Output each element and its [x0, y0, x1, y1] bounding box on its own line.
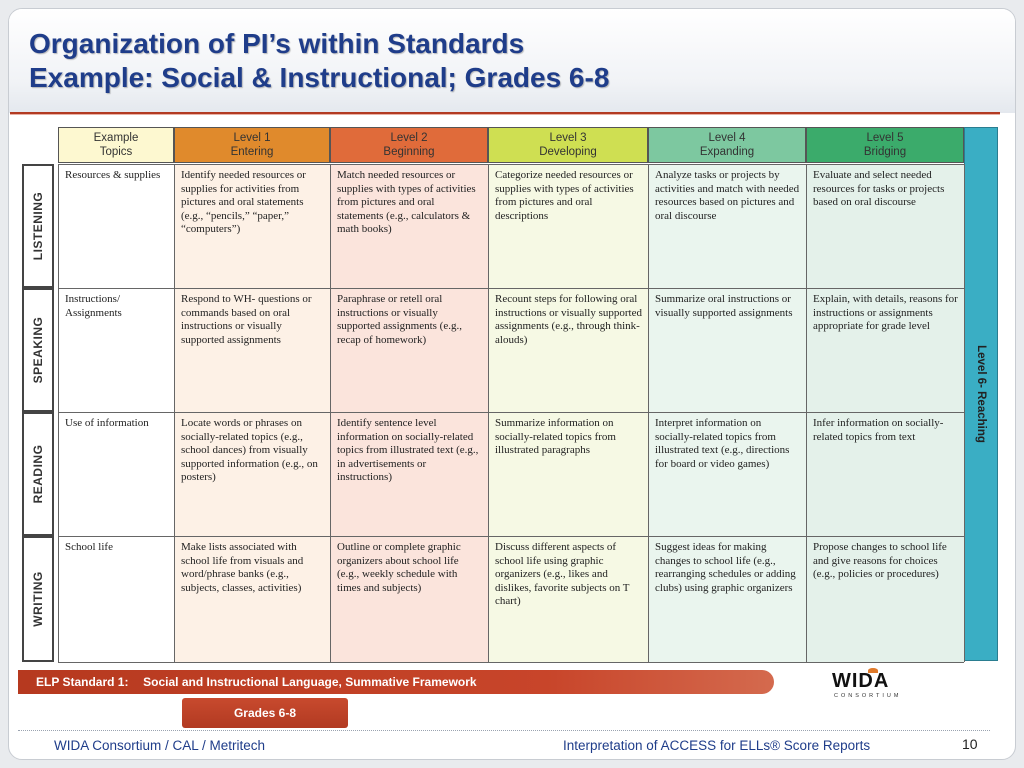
grid-line	[58, 288, 964, 289]
header-line: Level 1	[233, 132, 271, 144]
grid-line	[488, 164, 489, 662]
framework-table	[16, 118, 1000, 662]
grid-line	[806, 164, 807, 662]
header-level-4	[648, 127, 806, 163]
descriptor-cell: Categorize needed resources or supplies with types of activities from pictures and oral descriptions	[495, 169, 634, 222]
descriptor-cell: Paraphrase or retell oral instructions or visually supported assignments (e.g., recap of homework)	[337, 293, 462, 346]
header-line: Topics	[99, 146, 133, 158]
domain-label: SPEAKING	[31, 316, 45, 384]
header-line: Level 5	[866, 132, 904, 144]
level-6-label: Level 6- Reaching	[975, 345, 987, 443]
descriptor-cell: Outline or complete graphic organizers about school life (e.g., weekly schedule with times and subjects)	[337, 541, 461, 594]
descriptor-cell: Respond to WH- questions or commands based on oral instructions or visually supported assignments	[181, 293, 312, 346]
descriptor-cell: Propose changes to school life and give reasons for choices (e.g., policies or procedures)	[813, 541, 947, 581]
descriptor-cell: Summarize information on socially-related topics from illustrated paragraphs	[495, 417, 616, 457]
topic-cell: Instructions/ Assignments	[65, 293, 122, 319]
domain-writing	[22, 536, 54, 662]
grid-line	[58, 164, 964, 165]
header-level-1	[174, 127, 330, 163]
level-6-reaching-bar	[964, 127, 998, 661]
page-number: 10	[962, 736, 978, 752]
descriptor-cell: Infer information on socially-related topics from text	[813, 417, 944, 443]
footer-right: Interpretation of ACCESS for ELLs® Score Reports	[563, 738, 871, 753]
header-line: Beginning	[383, 146, 435, 158]
header-line: Entering	[230, 146, 274, 158]
title-line-1: Organization of PI’s within Standards	[29, 28, 525, 59]
domain-speaking	[22, 288, 54, 412]
topic-cell: Resources & supplies	[65, 169, 161, 181]
title-line-2: Example: Social & Instructional; Grades 6-8	[29, 62, 610, 93]
wida-logo	[826, 668, 922, 702]
header-line: Level 3	[549, 132, 587, 144]
descriptor-cell: Suggest ideas for making changes to school life (e.g., rearranging schedules or adding clubs) using graphic organizers	[655, 541, 796, 594]
header-line: Example	[93, 132, 139, 144]
grid-line	[330, 164, 331, 662]
descriptor-cell: Evaluate and select needed resources for tasks or projects based on oral discourse	[813, 169, 945, 209]
header-level-3	[488, 127, 648, 163]
footer-divider	[18, 730, 990, 731]
domain-label: LISTENING	[31, 191, 45, 261]
header-line: Level 4	[708, 132, 746, 144]
grid-line	[58, 412, 964, 413]
grid-line	[174, 164, 175, 662]
descriptor-cell: Analyze tasks or projects by activities and match with needed resources based on pictures and oral discourse	[655, 169, 800, 222]
descriptor-cell: Explain, with details, reasons for instructions or assignments appropriate for grade level	[813, 293, 958, 333]
title-band	[9, 9, 1016, 113]
descriptor-cell: Recount steps for following oral instructions or visually supported assignments (e.g., through think-alouds)	[495, 293, 642, 346]
header-line: Bridging	[863, 146, 907, 158]
descriptor-cell: Interpret information on socially-related topics from illustrated text (e.g., directions for board or video games)	[655, 417, 790, 470]
descriptor-cell: Match needed resources or supplies with types of activities from pictures and oral statements (e.g., calculators & math books)	[337, 169, 476, 236]
header-line: Developing	[539, 146, 597, 158]
logo-word: WIDA	[832, 670, 890, 692]
title-divider	[10, 112, 1000, 115]
topic-cell: Use of information	[65, 417, 149, 429]
domain-reading	[22, 412, 54, 536]
logo-subtitle: CONSORTIUM	[834, 693, 902, 699]
descriptor-cell: Make lists associated with school life from visuals and word/phrase banks (e.g., subjects, classes, activities)	[181, 541, 304, 594]
grades-tab: Grades 6-8	[182, 698, 348, 728]
header-level-2	[330, 127, 488, 163]
elp-standard-banner	[18, 670, 774, 694]
grid-line	[58, 662, 964, 663]
topic-cell: School life	[65, 541, 113, 553]
grid-line	[58, 536, 964, 537]
descriptor-cell: Discuss different aspects of school life using graphic organizers (e.g., likes and dislikes, favorite subjects on T chart)	[495, 541, 630, 608]
header-line: Level 2	[390, 132, 428, 144]
slide-title	[29, 27, 609, 95]
grid-line	[58, 164, 59, 662]
descriptor-cell: Identify needed resources or supplies for activities from pictures and oral statements (e.g., “pencils,” “paper,” “computers”)	[181, 169, 306, 236]
elp-standard-prefix: ELP Standard 1:	[36, 675, 129, 689]
elp-standard-text: Social and Instructional Language, Summative Framework	[143, 675, 477, 689]
domain-label: WRITING	[31, 571, 45, 627]
domain-label: READING	[31, 444, 45, 504]
descriptor-cell: Summarize oral instructions or visually supported assignments	[655, 293, 793, 319]
header-line: Expanding	[699, 146, 755, 158]
grid-line	[648, 164, 649, 662]
footer-left: WIDA Consortium / CAL / Metritech	[54, 738, 266, 753]
descriptor-cell: Locate words or phrases on socially-related topics (e.g., school dances) from visually supported information (e.g., on posters)	[181, 417, 318, 484]
grid-line	[964, 164, 965, 662]
descriptor-cell: Identify sentence level information on socially-related topics from illustrated text (e.g., in advertisements or instructions)	[337, 417, 479, 484]
header-level-5	[806, 127, 964, 163]
domain-listening	[22, 164, 54, 288]
header-example-topics	[58, 127, 174, 163]
